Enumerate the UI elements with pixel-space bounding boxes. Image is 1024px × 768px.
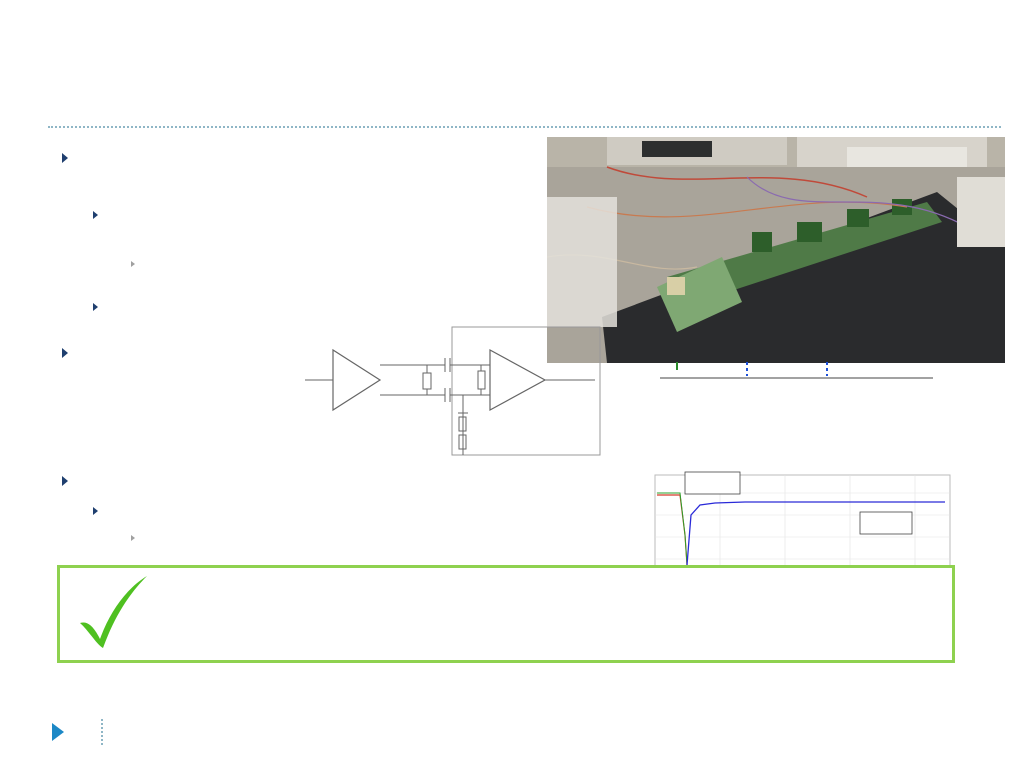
footer-divider bbox=[101, 719, 103, 745]
sub-bullet-arrow-icon bbox=[93, 211, 98, 219]
current-plot-axis bbox=[615, 362, 945, 417]
footer-arrow-icon bbox=[52, 723, 64, 741]
bullet-arrow-icon bbox=[62, 476, 68, 486]
sub-sub-bullet-arrow-icon bbox=[131, 261, 135, 267]
bullet-arrow-icon bbox=[62, 153, 68, 163]
conclusion-box bbox=[57, 565, 955, 663]
lvds-schematic bbox=[300, 325, 610, 460]
sub-sub-bullet-arrow-icon bbox=[131, 535, 135, 541]
bullet-arrow-icon bbox=[62, 348, 68, 358]
sub-bullet-arrow-icon bbox=[93, 303, 98, 311]
title-divider bbox=[48, 126, 1001, 128]
setup-photo bbox=[547, 137, 1005, 363]
checkmark-icon bbox=[75, 573, 150, 653]
sub-bullet-arrow-icon bbox=[93, 507, 98, 515]
